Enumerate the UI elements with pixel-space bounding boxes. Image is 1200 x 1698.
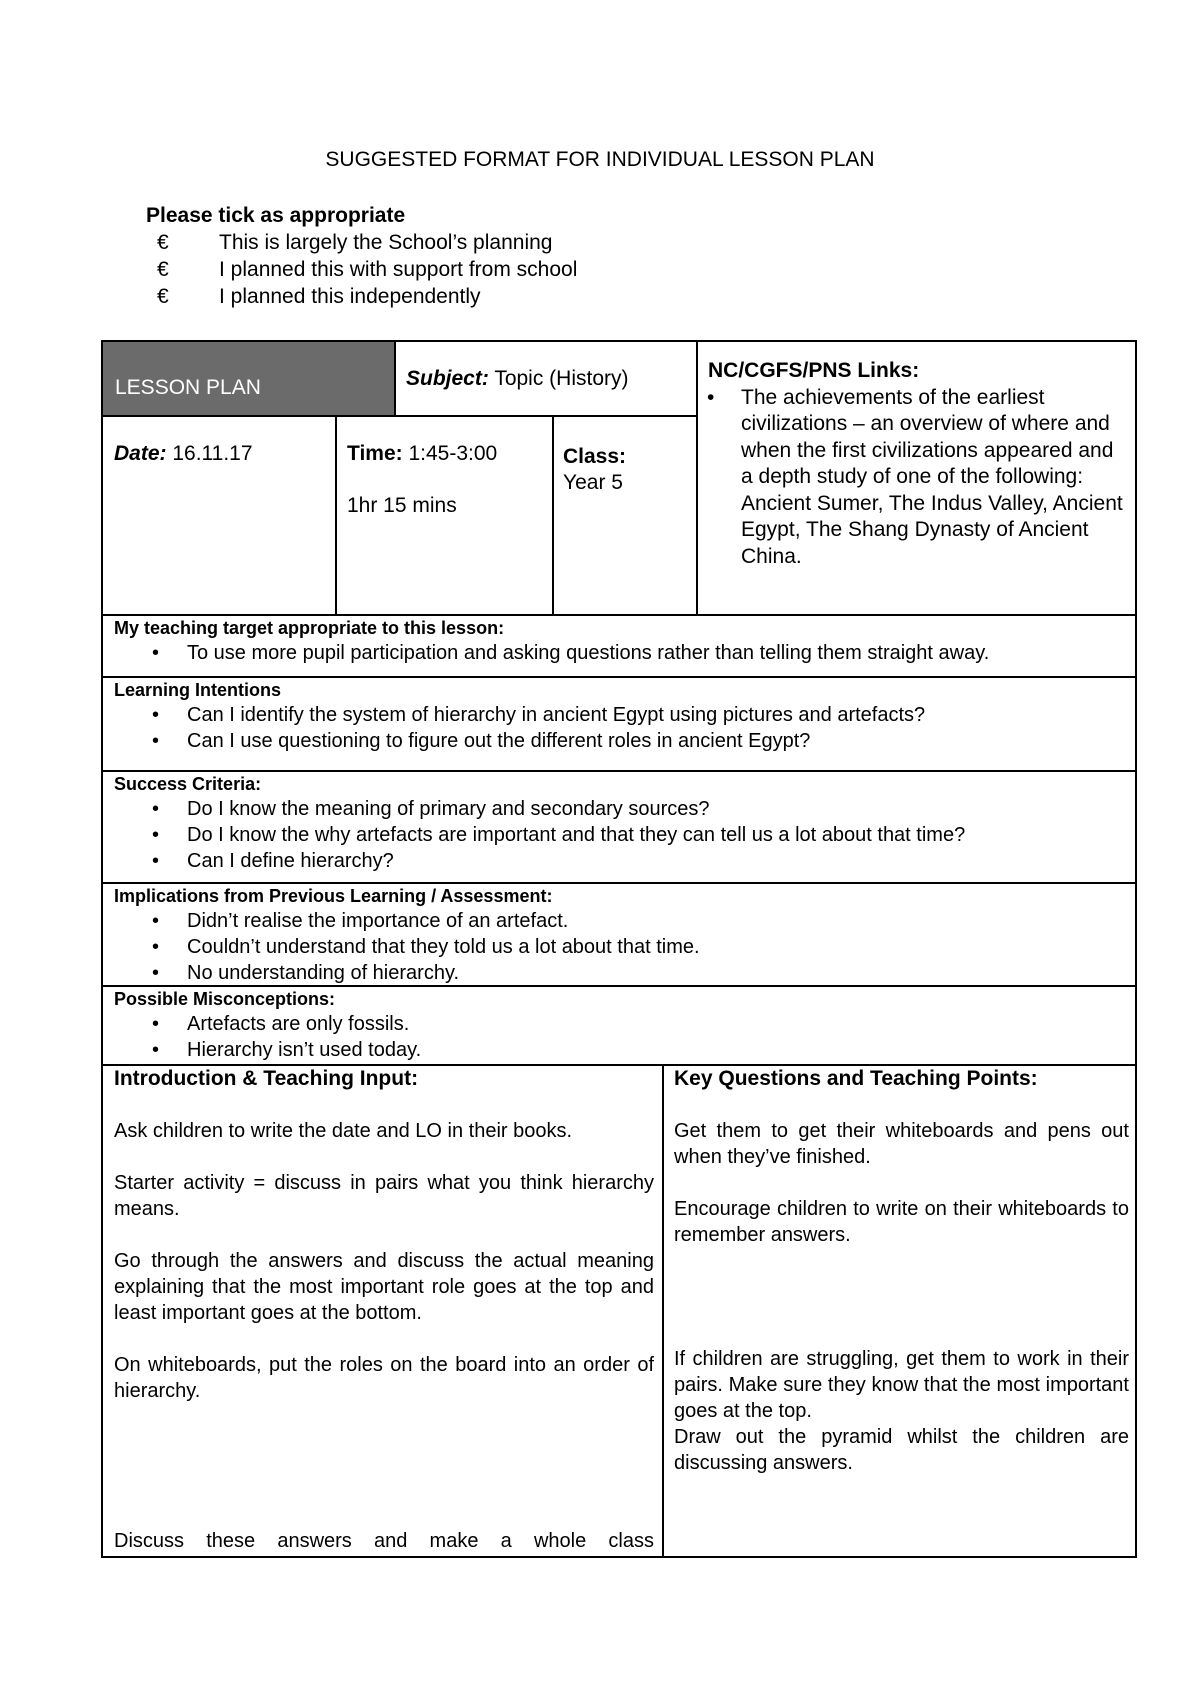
lesson-plan-table — [101, 340, 1137, 1558]
list-item: • Couldn’t understand that they told us a lot about that time. — [114, 934, 1124, 960]
time-label: Time: — [347, 442, 403, 465]
tick-option[interactable] — [157, 257, 577, 283]
divider — [662, 1064, 664, 1556]
list-item: • The achievements of the earliest civilizations – an overview of where and when the first civilizations appeared and a depth study of one of the following: Ancient Sumer, The Indus Valley, Ancient Egypt, The Shang Dynasty of Ancient China. — [661, 385, 1128, 571]
lesson-plan-header — [103, 342, 394, 415]
tick-option-label: This is largely the School’s planning — [219, 231, 553, 254]
divider — [335, 415, 337, 614]
page-title: SUGGESTED FORMAT FOR INDIVIDUAL LESSON PLAN — [325, 148, 875, 171]
misconceptions-section — [114, 987, 1124, 1063]
tick-option-label: I planned this independently — [219, 285, 481, 308]
list-item: • Do I know the why artefacts are important and that they can tell us a lot about that time? — [114, 822, 1124, 848]
time-value: 1:45-3:00 — [408, 442, 498, 465]
date-label: Date: — [114, 442, 167, 465]
nc-links-list — [708, 385, 1128, 571]
paragraph: If children are struggling, get them to work in their pairs. Make sure they know that the most important goes at the top. — [674, 1348, 1129, 1422]
subject-value: Topic (History) — [494, 367, 629, 390]
date-value: 16.11.17 — [172, 442, 253, 465]
introduction-section — [114, 1066, 654, 1554]
date-cell — [114, 441, 329, 467]
divider — [552, 415, 554, 614]
list-item: • No understanding of hierarchy. — [114, 960, 1124, 984]
section-title: Success Criteria: — [114, 774, 262, 794]
class-value: Year 5 — [563, 471, 623, 494]
section-title: My teaching target appropriate to this lesson: — [114, 618, 505, 638]
section-title: Learning Intentions — [114, 680, 282, 700]
nc-links-cell — [708, 358, 1128, 570]
section-title: Implications from Previous Learning / Assessment: — [114, 886, 553, 906]
learning-intentions-section — [114, 678, 1124, 754]
divider — [394, 342, 396, 415]
list-item: • Do I know the meaning of primary and secondary sources? — [114, 796, 1124, 822]
paragraph: Ask children to write the date and LO in their books. — [114, 1120, 573, 1142]
class-label: Class: — [563, 445, 627, 468]
list-item: • Artefacts are only fossils. — [114, 1011, 1124, 1037]
paragraph: Starter activity = discuss in pairs what you think hierarchy means. — [114, 1172, 654, 1220]
time-cell — [347, 441, 547, 467]
key-questions-section — [674, 1066, 1129, 1554]
implications-section — [114, 884, 1124, 984]
list-item: • Can I use questioning to figure out the different roles in ancient Egypt? — [114, 728, 1124, 754]
list-item: • Didn’t realise the importance of an artefact. — [114, 908, 1124, 934]
paragraph: Encourage children to write on their whiteboards to remember answers. — [674, 1198, 1129, 1246]
tick-option[interactable] — [157, 284, 481, 310]
paragraph: Draw out the pyramid whilst the children are discussing answers. — [674, 1426, 1129, 1474]
tick-option[interactable] — [157, 230, 552, 256]
list-item: • Can I define hierarchy? — [114, 848, 1124, 874]
section-title: Key Questions and Teaching Points: — [674, 1067, 1038, 1090]
paragraph: Get them to get their whiteboards and pens out when they’ve finished. — [674, 1120, 1129, 1168]
subject-cell — [406, 366, 691, 392]
section-title: Introduction & Teaching Input: — [114, 1067, 419, 1090]
list-item: • Hierarchy isn’t used today. — [114, 1037, 1124, 1063]
tick-option-label: I planned this with support from school — [219, 258, 578, 281]
checkbox-icon[interactable]: € — [157, 231, 169, 254]
tick-heading: Please tick as appropriate — [146, 204, 406, 227]
list-item: • Can I identify the system of hierarchy in ancient Egypt using pictures and artefacts? — [114, 702, 1124, 728]
paragraph: Go through the answers and discuss the actual meaning explaining that the most important role goes at the top and least important goes at the bottom. — [114, 1250, 654, 1324]
checkbox-icon[interactable]: € — [157, 285, 169, 308]
checkbox-icon[interactable]: € — [157, 258, 169, 281]
paragraph: On whiteboards, put the roles on the board into an order of hierarchy. — [114, 1354, 654, 1402]
section-title: Possible Misconceptions: — [114, 989, 336, 1009]
success-criteria-section — [114, 772, 1124, 874]
nc-links-label: NC/CGFS/PNS Links: — [708, 359, 920, 382]
list-item: • To use more pupil participation and asking questions rather than telling them straight away. — [114, 640, 1124, 666]
subject-label: Subject: — [406, 367, 489, 390]
divider — [103, 415, 696, 417]
lesson-plan-label: LESSON PLAN — [115, 376, 261, 399]
teaching-target-section — [114, 616, 1124, 666]
duration: 1hr 15 mins — [347, 494, 457, 517]
paragraph: Discuss these answers and make a whole class — [114, 1530, 654, 1552]
